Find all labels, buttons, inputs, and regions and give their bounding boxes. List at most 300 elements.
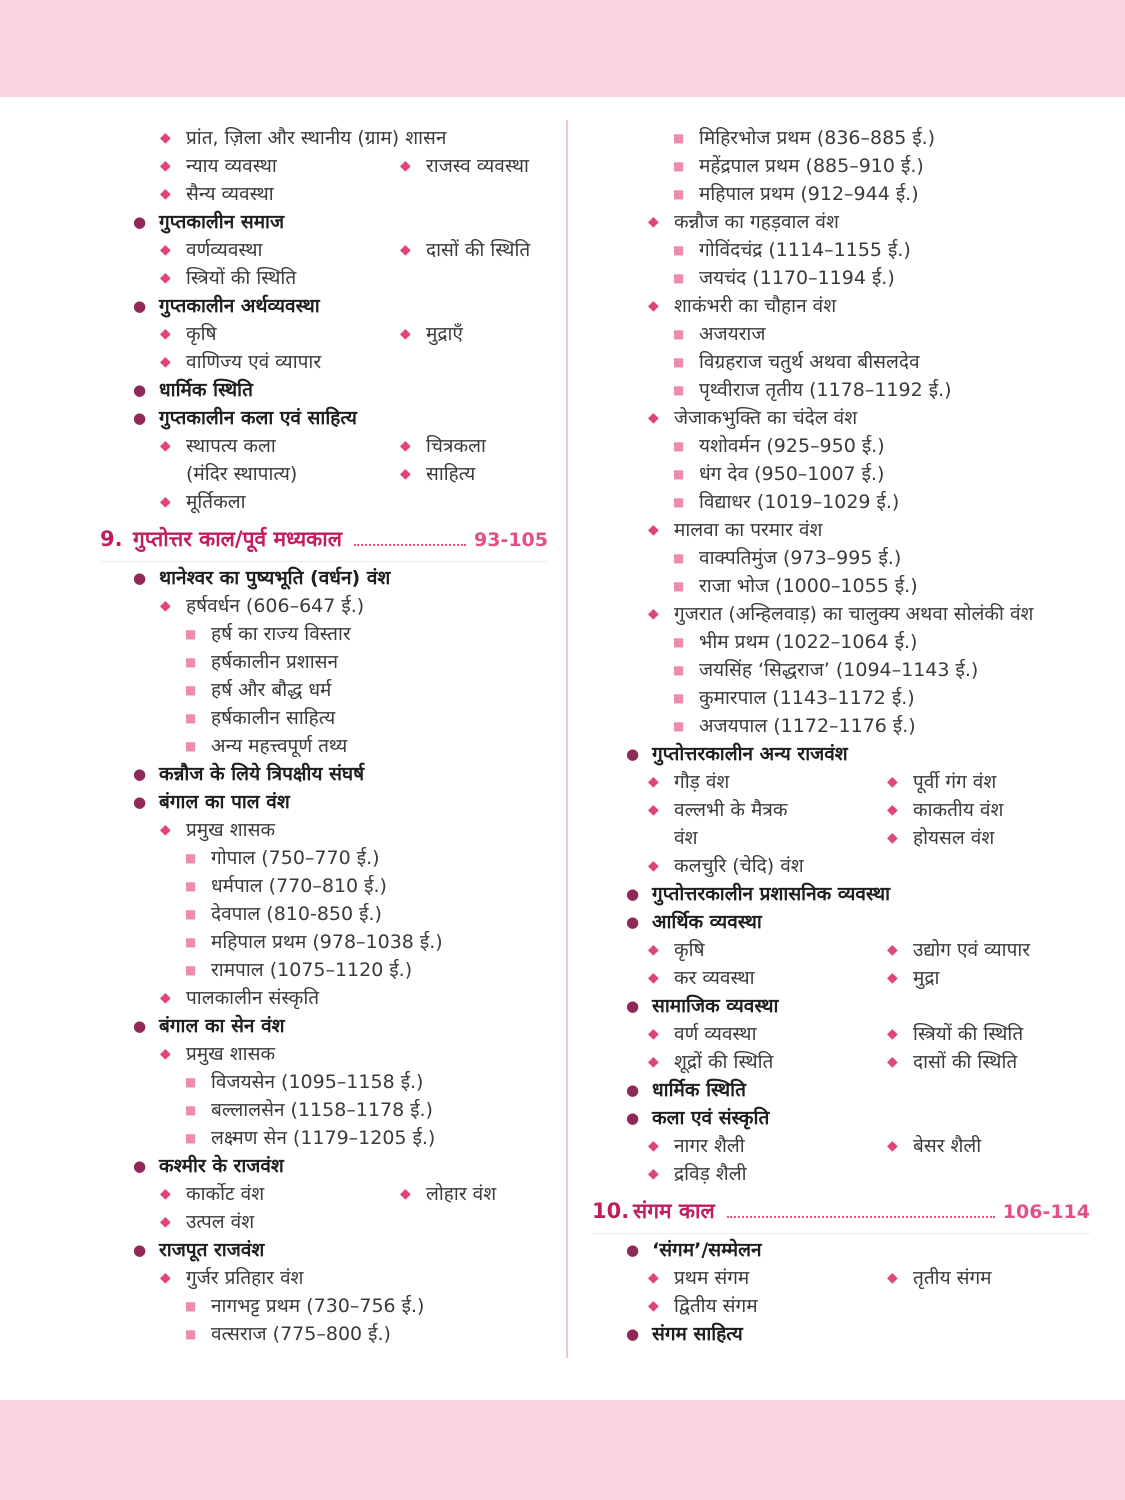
toc-entry-line: कन्नौज का गहड़वाल वंश	[674, 211, 839, 233]
toc-entry-line: गुप्तोत्तरकालीन प्रशासनिक व्यवस्था	[652, 883, 891, 905]
toc-cell-secondary	[400, 320, 463, 348]
toc-cell-primary	[100, 956, 412, 984]
toc-cell-primary	[600, 1076, 746, 1104]
toc-cell-secondary	[887, 1264, 992, 1292]
toc-cell-secondary	[400, 236, 530, 264]
toc-entry-line: अजयपाल (1172–1176 ई.)	[699, 715, 916, 737]
toc-entry-line: होयसल वंश	[913, 827, 995, 849]
toc-entry	[400, 1180, 496, 1208]
diamond-bullet-icon: ◆	[648, 1054, 659, 1070]
toc-entry-text	[211, 704, 335, 732]
toc-entry	[100, 732, 347, 760]
square-bullet-icon: ■	[185, 711, 197, 725]
square-bullet-icon: ■	[673, 383, 685, 397]
toc-row	[100, 564, 548, 592]
toc-cell-secondary	[887, 1020, 1023, 1048]
toc-entry-text	[913, 964, 939, 992]
diamond-bullet-icon: ◆	[887, 1270, 898, 1286]
diamond-bullet-icon: ◆	[887, 774, 898, 790]
chapter-page-range: 106-114	[1002, 1201, 1090, 1223]
toc-entry-line: राजस्व व्यवस्था	[426, 155, 529, 177]
toc-entry	[100, 1068, 423, 1096]
toc-entry-text	[159, 292, 320, 320]
toc-entry-text	[699, 488, 899, 516]
toc-entry-text	[913, 1132, 981, 1160]
diamond-bullet-icon: ◆	[887, 970, 898, 986]
toc-entry-line: गुप्तकालीन कला एवं साहित्य	[159, 407, 357, 429]
toc-entry-text	[211, 1320, 391, 1348]
circle-bullet-icon: ●	[133, 409, 147, 427]
toc-entry	[100, 676, 331, 704]
toc-entry	[600, 600, 1033, 628]
toc-cell-primary	[100, 404, 357, 432]
diamond-bullet-icon: ◆	[648, 1026, 659, 1042]
toc-entry-text	[426, 432, 486, 460]
square-bullet-icon: ■	[185, 1327, 197, 1341]
square-bullet-icon: ■	[673, 691, 685, 705]
toc-entry-text	[159, 376, 253, 404]
toc-cell-primary	[100, 1068, 423, 1096]
diamond-bullet-icon: ◆	[648, 858, 659, 874]
toc-entry	[887, 1132, 981, 1160]
toc-row	[100, 788, 548, 816]
toc-entry	[600, 1020, 887, 1048]
toc-entry	[600, 320, 765, 348]
toc-entry-text	[426, 1180, 496, 1208]
square-bullet-icon: ■	[673, 131, 685, 145]
toc-entry	[100, 152, 400, 180]
toc-entry	[600, 1076, 746, 1104]
toc-entry-text	[211, 844, 380, 872]
toc-entry-text	[652, 1236, 762, 1264]
chapter-row	[592, 1188, 1090, 1234]
toc-entry	[100, 648, 338, 676]
toc-cell-secondary	[400, 152, 529, 180]
toc-entry	[887, 936, 1030, 964]
toc-cell-secondary	[887, 936, 1030, 964]
toc-entry-line: वल्लभी के मैत्रक	[674, 799, 788, 821]
diamond-bullet-icon: ◆	[160, 1214, 171, 1230]
diamond-bullet-icon: ◆	[887, 1054, 898, 1070]
chapter-title: गुप्तोत्तर काल/पूर्व मध्यकाल	[133, 527, 342, 551]
toc-entry-line: थानेश्वर का पुष्यभूति (वर्धन) वंश	[159, 567, 391, 589]
toc-cell-primary	[600, 432, 885, 460]
circle-bullet-icon: ●	[626, 1081, 640, 1099]
toc-cell-primary	[100, 180, 274, 208]
toc-entry	[600, 1132, 887, 1160]
toc-entry-line: वर्णव्यवस्था	[186, 239, 263, 261]
toc-cell-secondary	[887, 768, 996, 796]
toc-cell-secondary	[887, 796, 1003, 852]
square-bullet-icon: ■	[185, 1131, 197, 1145]
diamond-bullet-icon: ◆	[648, 1166, 659, 1182]
circle-bullet-icon: ●	[626, 1325, 640, 1343]
toc-entry	[100, 788, 290, 816]
toc-row	[100, 676, 548, 704]
toc-row	[100, 404, 548, 432]
toc-entry-text	[674, 600, 1033, 628]
toc-cell-primary	[600, 404, 857, 432]
toc-row	[100, 208, 548, 236]
toc-entry	[600, 460, 884, 488]
toc-entry	[100, 376, 253, 404]
toc-cell-primary	[100, 676, 331, 704]
toc-cell-primary	[600, 964, 887, 992]
toc-cell-primary	[600, 908, 762, 936]
toc-entry	[100, 564, 390, 592]
diamond-bullet-icon: ◆	[160, 130, 171, 146]
toc-entry-line: सैन्य व्यवस्था	[186, 183, 274, 205]
toc-entry	[100, 488, 246, 516]
toc-entry	[600, 1104, 769, 1132]
toc-row	[600, 1104, 1090, 1132]
toc-entry-text	[211, 620, 351, 648]
toc-cell-primary	[100, 1320, 391, 1348]
toc-row	[600, 684, 1090, 712]
toc-entry-text	[186, 1264, 303, 1292]
toc-cell-primary	[100, 732, 347, 760]
toc-cell-primary	[100, 1292, 424, 1320]
toc-entry-line: यशोवर्मन (925–950 ई.)	[699, 435, 885, 457]
toc-entry-line: लोहार वंश	[426, 1183, 497, 1205]
toc-entry-line: जयसिंह ‘सिद्धराज’ (1094–1143 ई.)	[699, 659, 979, 681]
toc-cell-primary	[600, 712, 916, 740]
toc-entry-text	[699, 124, 935, 152]
toc-row	[600, 1264, 1090, 1292]
toc-row	[100, 648, 548, 676]
toc-entry-text	[699, 712, 916, 740]
square-bullet-icon: ■	[185, 1103, 197, 1117]
toc-entry	[600, 236, 911, 264]
circle-bullet-icon: ●	[133, 213, 147, 231]
toc-entry-text	[674, 404, 857, 432]
toc-cell-primary	[100, 152, 400, 180]
toc-entry-text	[674, 516, 822, 544]
toc-row	[100, 1236, 548, 1264]
toc-entry-text	[211, 1292, 424, 1320]
bottom-pink-band	[0, 1400, 1125, 1500]
toc-entry	[100, 592, 364, 620]
toc-entry-text	[211, 648, 338, 676]
toc-entry-text	[211, 956, 412, 984]
toc-entry-text	[159, 760, 364, 788]
toc-entry-line: गुप्तकालीन अर्थव्यवस्था	[159, 295, 320, 317]
toc-entry	[100, 124, 446, 152]
toc-entry-text	[426, 320, 463, 348]
toc-entry-line: दासों की स्थिति	[426, 239, 531, 261]
toc-cell-primary	[600, 992, 778, 1020]
toc-entry-text	[426, 152, 529, 180]
column-divider	[566, 120, 568, 1358]
toc-entry-line: राजा भोज (1000–1055 ई.)	[699, 575, 918, 597]
diamond-bullet-icon: ◆	[648, 522, 659, 538]
toc-row	[100, 760, 548, 788]
toc-entry	[887, 824, 1003, 852]
circle-bullet-icon: ●	[626, 997, 640, 1015]
toc-entry-text	[652, 880, 890, 908]
toc-entry-text	[652, 908, 762, 936]
diamond-bullet-icon: ◆	[160, 270, 171, 286]
toc-entry-line: बेसर शैली	[913, 1135, 982, 1157]
diamond-bullet-icon: ◆	[160, 1270, 171, 1286]
toc-entry-text	[186, 1208, 254, 1236]
toc-entry-line: मिहिरभोज प्रथम (836–885 ई.)	[699, 127, 936, 149]
toc-entry	[400, 320, 463, 348]
toc-entry-line: सामाजिक व्यवस्था	[652, 995, 779, 1017]
toc-entry-line: महिपाल प्रथम (978–1038 ई.)	[211, 931, 443, 953]
toc-row	[600, 1320, 1090, 1348]
toc-cell-primary	[600, 208, 839, 236]
toc-entry-text	[211, 1068, 423, 1096]
toc-row	[100, 180, 548, 208]
toc-cell-secondary	[400, 432, 486, 488]
toc-entry-line: प्रमुख शासक	[186, 1043, 276, 1065]
toc-cell-primary	[600, 1020, 887, 1048]
toc-row	[600, 712, 1090, 740]
circle-bullet-icon: ●	[626, 1241, 640, 1259]
toc-row	[100, 1040, 548, 1068]
toc-entry-line: कृषि	[186, 323, 217, 345]
circle-bullet-icon: ●	[133, 1241, 147, 1259]
diamond-bullet-icon: ◆	[887, 830, 898, 846]
toc-row	[600, 600, 1090, 628]
leader-dots	[354, 544, 466, 546]
toc-entry-line: नागभट्ट प्रथम (730–756 ई.)	[211, 1295, 425, 1317]
toc-entry-text	[186, 236, 262, 264]
toc-entry-line: गुर्जर प्रतिहार वंश	[186, 1267, 304, 1289]
toc-cell-primary	[100, 1040, 275, 1068]
toc-cell-primary	[600, 1104, 769, 1132]
diamond-bullet-icon: ◆	[887, 942, 898, 958]
toc-entry-line: कश्मीर के राजवंश	[159, 1155, 284, 1177]
circle-bullet-icon: ●	[133, 1017, 147, 1035]
chapter-row	[100, 516, 548, 562]
toc-entry	[100, 208, 284, 236]
toc-entry-line: कला एवं संस्कृति	[652, 1107, 770, 1129]
diamond-bullet-icon: ◆	[648, 970, 659, 986]
toc-entry-text	[699, 236, 911, 264]
toc-entry	[600, 684, 915, 712]
toc-entry-text	[211, 900, 382, 928]
toc-entry	[100, 816, 275, 844]
square-bullet-icon: ■	[673, 551, 685, 565]
toc-entry	[887, 964, 939, 992]
toc-entry-line: हर्ष और बौद्ध धर्म	[211, 679, 332, 701]
toc-entry	[887, 796, 1003, 824]
diamond-bullet-icon: ◆	[160, 438, 171, 454]
toc-entry-text	[211, 1096, 433, 1124]
toc-cell-primary	[600, 1264, 887, 1292]
toc-entry-line: प्रमुख शासक	[186, 819, 276, 841]
toc-entry	[600, 712, 916, 740]
toc-entry-line: नागर शैली	[674, 1135, 745, 1157]
toc-entry	[600, 516, 822, 544]
toc-entry-line: काकतीय वंश	[913, 799, 1004, 821]
toc-cell-primary	[100, 320, 400, 348]
toc-entry-line: वर्ण व्यवस्था	[674, 1023, 757, 1045]
toc-entry-text	[159, 1236, 264, 1264]
diamond-bullet-icon: ◆	[160, 242, 171, 258]
square-bullet-icon: ■	[673, 159, 685, 173]
toc-entry	[600, 124, 935, 152]
toc-entry-line: वंश	[674, 827, 698, 849]
toc-entry-text	[699, 348, 920, 376]
toc-cell-primary	[100, 264, 296, 292]
toc-row	[100, 376, 548, 404]
toc-row	[600, 852, 1090, 880]
toc-entry	[100, 348, 321, 376]
toc-entry-text	[699, 264, 895, 292]
toc-entry	[100, 928, 443, 956]
toc-entry	[600, 376, 952, 404]
toc-entry-text	[652, 740, 848, 768]
toc-row	[600, 292, 1090, 320]
square-bullet-icon: ■	[673, 663, 685, 677]
toc-entry	[100, 704, 335, 732]
toc-entry-text	[159, 1012, 285, 1040]
square-bullet-icon: ■	[185, 851, 197, 865]
toc-entry-line: विजयसेन (1095–1158 ई.)	[211, 1071, 424, 1093]
toc-cell-secondary	[887, 964, 939, 992]
toc-cell-primary	[100, 124, 446, 152]
toc-entry-line: पूर्वी गंग वंश	[913, 771, 997, 793]
toc-entry	[887, 1020, 1023, 1048]
toc-entry-text	[159, 564, 390, 592]
toc-cell-primary	[100, 928, 443, 956]
toc-row	[600, 936, 1090, 964]
toc-cell-primary	[100, 564, 390, 592]
toc-entry	[400, 460, 486, 488]
toc-entry	[100, 1236, 264, 1264]
toc-column-left	[100, 124, 548, 1348]
toc-entry-line: गोविंदचंद्र (1114–1155 ई.)	[699, 239, 911, 261]
toc-entry-line: स्थापत्य कला	[186, 435, 276, 457]
square-bullet-icon: ■	[673, 719, 685, 733]
toc-column-right	[592, 124, 1090, 1348]
toc-entry-line: देवपाल (810-850 ई.)	[211, 903, 382, 925]
toc-entry-line: उत्पल वंश	[186, 1211, 255, 1233]
toc-entry-text	[913, 768, 996, 796]
toc-row	[100, 872, 548, 900]
diamond-bullet-icon: ◆	[400, 1186, 411, 1202]
toc-cell-primary	[100, 816, 275, 844]
toc-cell-primary	[100, 1236, 264, 1264]
toc-entry-line: अजयराज	[699, 323, 766, 345]
toc-entry-line: प्रांत, ज़िला और स्थानीय (ग्राम) शासन	[186, 127, 447, 149]
toc-entry-line: दासों की स्थिति	[913, 1051, 1018, 1073]
diamond-bullet-icon: ◆	[648, 1298, 659, 1314]
leader-dots	[727, 1216, 995, 1218]
top-pink-band	[0, 0, 1125, 97]
toc-entry-line: गुप्तकालीन समाज	[159, 211, 285, 233]
toc-cell-primary	[100, 872, 387, 900]
toc-entry-text	[699, 628, 917, 656]
toc-entry-text	[674, 796, 787, 852]
toc-row	[600, 488, 1090, 516]
toc-entry-line: जेजाकभुक्ति का चंदेल वंश	[674, 407, 858, 429]
diamond-bullet-icon: ◆	[648, 1138, 659, 1154]
diamond-bullet-icon: ◆	[648, 298, 659, 314]
toc-entry-text	[699, 656, 978, 684]
toc-entry-line: गुजरात (अन्हिलवाड़) का चालुक्य अथवा सोलंकी वंश	[674, 603, 1034, 625]
toc-entry-text	[186, 816, 275, 844]
toc-entry	[600, 796, 887, 852]
toc-cell-primary	[100, 1124, 435, 1152]
diamond-bullet-icon: ◆	[887, 1026, 898, 1042]
diamond-bullet-icon: ◆	[400, 242, 411, 258]
toc-entry-text	[652, 1320, 743, 1348]
toc-cell-primary	[600, 1320, 743, 1348]
toc-entry	[600, 656, 978, 684]
toc-entry	[600, 152, 924, 180]
toc-cell-primary	[600, 488, 899, 516]
toc-row	[100, 900, 548, 928]
toc-entry-line: कर व्यवस्था	[674, 967, 755, 989]
toc-entry-text	[159, 404, 357, 432]
toc-cell-primary	[600, 852, 804, 880]
toc-entry	[887, 768, 996, 796]
toc-entry-text	[186, 432, 297, 488]
toc-entry-text	[211, 872, 387, 900]
toc-entry-text	[674, 1048, 773, 1076]
toc-entry-line: मुद्राएँ	[426, 323, 463, 345]
diamond-bullet-icon: ◆	[648, 1270, 659, 1286]
toc-entry	[100, 320, 400, 348]
toc-entry-line: साहित्य	[426, 463, 476, 485]
toc-cell-primary	[600, 796, 887, 852]
toc-entry-text	[186, 1180, 264, 1208]
toc-entry	[600, 1048, 887, 1076]
toc-entry-line: वत्सराज (775–800 ई.)	[211, 1323, 391, 1345]
toc-cell-primary	[100, 1152, 284, 1180]
toc-row	[600, 628, 1090, 656]
toc-row	[600, 880, 1090, 908]
toc-entry	[600, 1264, 887, 1292]
square-bullet-icon: ■	[185, 935, 197, 949]
toc-entry-text	[699, 180, 919, 208]
toc-cell-primary	[100, 592, 364, 620]
toc-entry-line: मूर्तिकला	[186, 491, 246, 513]
toc-entry	[600, 1320, 743, 1348]
toc-row	[600, 460, 1090, 488]
circle-bullet-icon: ●	[133, 793, 147, 811]
square-bullet-icon: ■	[185, 627, 197, 641]
toc-entry-text	[674, 768, 729, 796]
diamond-bullet-icon: ◆	[887, 1138, 898, 1154]
square-bullet-icon: ■	[673, 467, 685, 481]
toc-entry-line: भीम प्रथम (1022–1064 ई.)	[699, 631, 918, 653]
diamond-bullet-icon: ◆	[160, 598, 171, 614]
toc-entry	[100, 1124, 435, 1152]
toc-row	[600, 908, 1090, 936]
toc-row	[100, 1068, 548, 1096]
toc-entry-text	[186, 348, 321, 376]
diamond-bullet-icon: ◆	[648, 802, 659, 818]
toc-cell-secondary	[400, 1180, 496, 1208]
toc-entry-line: धर्मपाल (770–810 ई.)	[211, 875, 387, 897]
toc-cell-primary	[600, 516, 822, 544]
diamond-bullet-icon: ◆	[160, 158, 171, 174]
toc-entry-line: बंगाल का पाल वंश	[159, 791, 290, 813]
toc-row	[600, 208, 1090, 236]
diamond-bullet-icon: ◆	[160, 494, 171, 510]
toc-entry-line: कलचुरि (चेदि) वंश	[674, 855, 804, 877]
square-bullet-icon: ■	[185, 683, 197, 697]
toc-entry-line: धंग देव (950–1007 ई.)	[699, 463, 885, 485]
toc-entry-text	[699, 320, 765, 348]
toc-cell-primary	[100, 292, 320, 320]
square-bullet-icon: ■	[673, 439, 685, 453]
